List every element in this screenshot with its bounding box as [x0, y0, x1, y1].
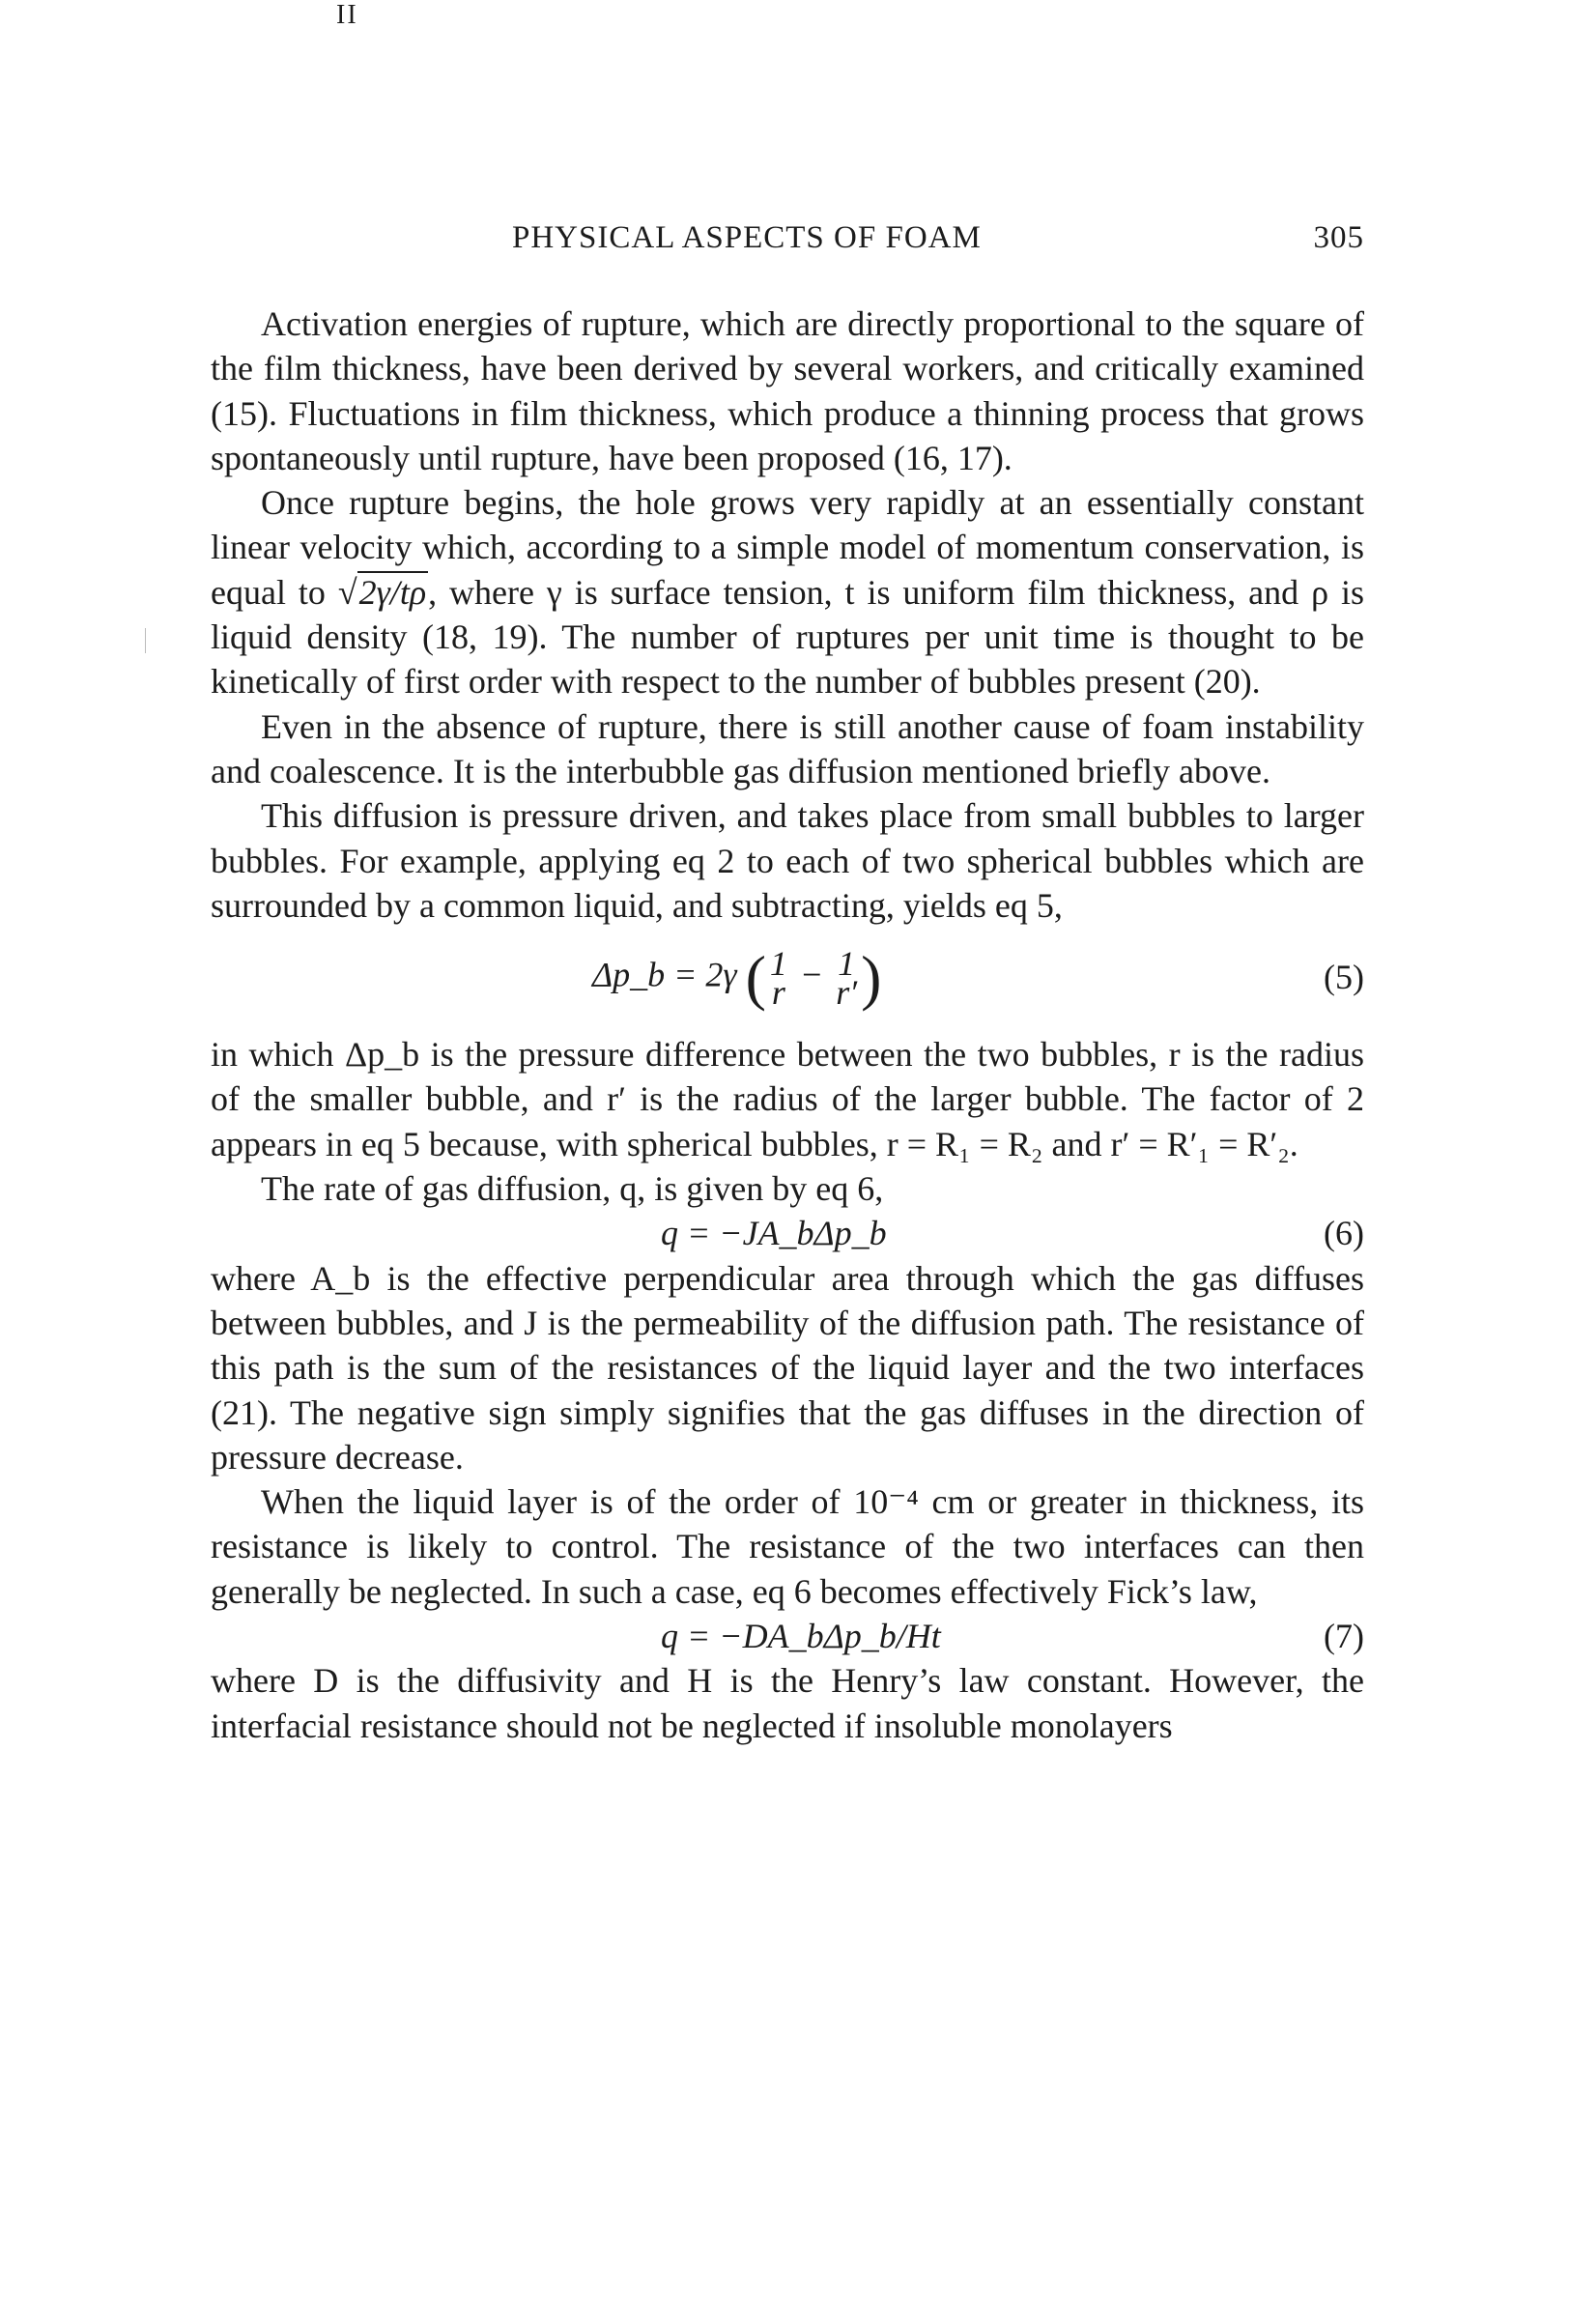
equation-5-fraction-1: [769, 944, 787, 1013]
paragraph-pressure-driven: This diffusion is pressure driven, and takes place from small bubbles to larger bubbles. For example, applying eq 2 to each of two spherical bubbles which are surrounded by a common liquid, and subtracting, yields eq 5,: [211, 796, 1364, 925]
paragraph-eq6-definitions: where A_b is the effective perpendicular area through which the gas diffuses between bubbles, and J is the permeability of the diffusion path. The resistance of this path is the sum of the resistances of the liquid layer and the two interfaces (21). The negative sign simply signifies that the gas diffuses in the direction of pressure decrease.: [211, 1258, 1364, 1477]
equation-6: [211, 1211, 1364, 1255]
paragraph-rupture-velocity: [211, 480, 1364, 703]
equation-6-number: (6): [1324, 1214, 1364, 1253]
velocity-formula: [338, 571, 428, 612]
equation-5-fraction-2-numerator: 1: [838, 944, 856, 984]
running-title: PHYSICAL ASPECTS OF FOAM: [512, 220, 982, 255]
equation-7-formula: q = −DA_bΔp_b/Ht: [661, 1617, 941, 1656]
page-number: 305: [1313, 220, 1364, 255]
equation-5-formula: [592, 943, 882, 1013]
equation-7: [211, 1614, 1364, 1658]
paragraph-liquid-layer: When the liquid layer is of the order of 10⁻⁴ cm or greater in thickness, its resistance is likely to control. The resistance of the two interfaces can then generally be neglected. In such a case, eq 6 becomes effectively Fick’s law,: [211, 1482, 1364, 1611]
equation-5-fraction-1-numerator: 1: [769, 944, 787, 984]
equation-5: [211, 928, 1364, 1032]
equation-5-open-paren: (: [745, 943, 766, 1012]
equation-5-lhs: Δp_b = 2γ: [592, 955, 737, 994]
paragraph-activation-energies: Activation energies of rupture, which are directly proportional to the square of the film thickness, have been derived by several workers, and critically examined (15). Fluctuations in film thickness, which produce a thinning process that grows spontaneously until rupture, have been proposed (16, 17).: [211, 304, 1364, 477]
equation-5-fraction-2-denominator: r′: [836, 973, 858, 1013]
paragraph-eq5-definitions: in which Δp_b is the pressure difference between the two bubbles, r is the radius of the smaller bubble, and r′ is the radius of the larger bubble. The factor of 2 appears in eq 5 because, with spherical bubbles, r = R₁ = R₂ and r′ = R′₁ = R′₂.: [211, 1035, 1364, 1163]
paragraph-rupture-text-a: Once rupture begins, the hole grows very rapidly at an essentially constant linear velocity which, according to a simple model of momentum conservation, is equal to: [211, 483, 1364, 612]
sqrt-sign: √: [337, 572, 357, 612]
page-corner-mark: II: [336, 0, 358, 30]
equation-7-number: (7): [1324, 1617, 1364, 1656]
equation-5-minus: −: [799, 955, 824, 994]
equation-5-fraction-1-denominator: r: [771, 973, 785, 1013]
velocity-formula-radicand: 2γ/tρ: [358, 572, 427, 612]
paragraph-rupture-text-b: , where γ is surface tension, t is uniform film thickness, and ρ is liquid density (18, 19). The number of ruptures per unit time is thought to be kinetically of first order with respect to the number of bubbles present (20).: [211, 572, 1365, 702]
equation-6-formula: q = −JA_bΔp_b: [661, 1214, 887, 1253]
equation-5-close-paren: ): [861, 943, 882, 1012]
paragraph-diffusion-rate: The rate of gas diffusion, q, is given by eq 6,: [261, 1169, 884, 1209]
equation-5-fraction-2: [836, 944, 858, 1013]
margin-mark: [145, 628, 146, 653]
body-text: [211, 301, 1364, 1748]
paragraph-eq7-definitions: where D is the diffusivity and H is the Henry’s law constant. However, the interfacial resistance should not be neglected if insoluble monolayers: [211, 1661, 1364, 1745]
equation-5-number: (5): [1324, 958, 1364, 997]
paragraph-instability: Even in the absence of rupture, there is still another cause of foam instability and coalescence. It is the interbubble gas diffusion mentioned briefly above.: [211, 706, 1364, 790]
